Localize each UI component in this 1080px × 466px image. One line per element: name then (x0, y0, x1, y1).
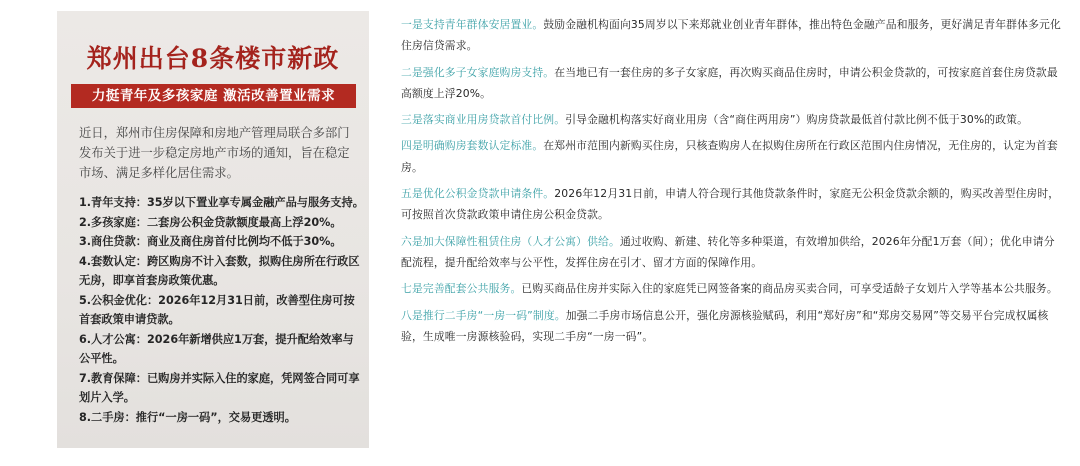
list-item: 3.商住贷款：商业及商住房首付比例均不低于30%。 (79, 235, 342, 248)
paragraph-body: 引导金融机构落实好商业用房（含“商住两用房”）购房贷款最低首付款比例不低于30%的政策。 (565, 113, 1029, 127)
paragraph-lead: 四是明确购房套数认定标准。 (401, 139, 544, 153)
policy-paragraph (401, 135, 1061, 178)
paragraph-lead: 八是推行二手房“一房一码”制度。 (401, 308, 566, 322)
policy-detail-text (401, 14, 1061, 352)
list-item: 7.教育保障：已购房并实际入住的家庭，凭网签合同可享划片入学。 (79, 371, 360, 404)
list-item: 1.青年支持：35岁以下置业享专属金融产品与服务支持。 (79, 196, 364, 209)
policy-paragraph (401, 183, 1061, 226)
paragraph-body: 已购买商品住房并实际入住的家庭凭已网签备案的商品房买卖合同，可享受适龄子女划片入学等基本公共服务。 (521, 282, 1058, 296)
list-item: 6.人才公寓：2026年新增供应1万套，提升配给效率与公平性。 (79, 332, 354, 365)
paragraph-body: 在郑州市范围内新购买住房，只核查购房人在拟购住房所在行政区范围内住房情况，无住房的，认定为首套房。 (401, 139, 1058, 174)
policy-paragraph (401, 109, 1061, 130)
paragraph-body: 在当地已有一套住房的多子女家庭，再次购买商品住房时，申请公积金贷款的，可按家庭首套住房贷款最高额度上浮20%。 (401, 65, 1058, 100)
list-item: 8.二手房：推行“一房一码”，交易更透明。 (79, 410, 296, 424)
list-item: 2.多孩家庭：二套房公积金贷款额度最高上浮20%。 (79, 215, 342, 229)
paragraph-lead: 一是支持青年群体安居置业。 (401, 18, 544, 31)
paragraph-lead: 七是完善配套公共服务。 (401, 282, 522, 296)
policy-paragraph (401, 305, 1061, 348)
list-item: 4.套数认定：跨区购房不计入套数，拟购住房所在行政区无房，即享首套房政策优惠。 (79, 254, 360, 287)
paragraph-body: 2026年12月31日前，申请人符合现行其他贷款条件时，家庭无公积金贷款余额的，购买改善型住房时，可按照首次贷款政策申请住房公积金贷款。 (401, 187, 1060, 222)
card-banner: 力挺青年及多孩家庭 激活改善置业需求 (71, 84, 356, 108)
policy-paragraph (401, 278, 1061, 299)
policy-summary-card (57, 11, 369, 448)
paragraph-lead: 二是强化多子女家庭购房支持。 (401, 65, 555, 79)
policy-paragraph (401, 231, 1061, 274)
paragraph-lead: 五是优化公积金贷款申请条件。 (401, 187, 555, 201)
paragraph-lead: 六是加大保障性租赁住房（人才公寓）供给。 (401, 234, 620, 248)
policy-paragraph (401, 62, 1061, 105)
paragraph-lead: 三是落实商业用房贷款首付比例。 (401, 113, 566, 127)
policy-paragraph (401, 14, 1061, 57)
paragraph-body: 鼓励金融机构面向35周岁以下来郑就业创业青年群体，推出特色金融产品和服务，更好满足青年群体多元化住房信贷需求。 (401, 18, 1061, 53)
paragraph-body: 加强二手房市场信息公开，强化房源核验赋码，利用“郑好房”和“郑房交易网”等交易平台完成权属核验，生成唯一房源核验码，实现二手房“一房一码”。 (401, 308, 1049, 343)
paragraph-body: 通过收购、新建、转化等多种渠道，有效增加供给，2026年分配1万套（间）；优化申请分配流程，提升配给效率与公平性，发挥住房在引才、留才方面的保障作用。 (401, 234, 1055, 269)
card-list (79, 193, 364, 427)
card-intro: 近日，郑州市住房保障和房地产管理局联合多部门发布关于进一步稳定房地产市场的通知，旨在稳定市场、满足多样化居住需求。 (79, 126, 350, 180)
card-title: 郑州出台8条楼市新政 (86, 44, 340, 73)
list-item: 5.公积金优化：2026年12月31日前，改善型住房可按首套政策申请贷款。 (79, 293, 355, 326)
